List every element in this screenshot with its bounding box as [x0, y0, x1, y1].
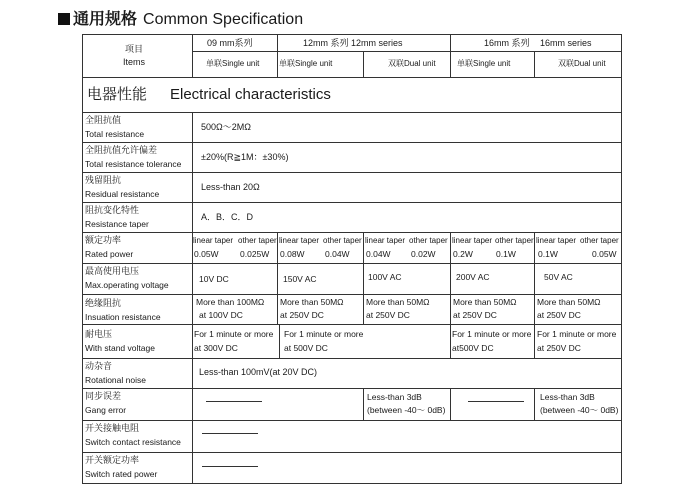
row-label-en: Max.operating voltage	[85, 280, 169, 290]
row-label-en: Switch rated power	[85, 469, 158, 479]
other-taper-label: other taper	[580, 236, 619, 245]
title-en: Common Specification	[143, 11, 304, 28]
col-divider	[534, 51, 535, 77]
spec-table	[82, 34, 622, 484]
col-divider	[363, 232, 364, 324]
withstand-value: at 300V DC	[194, 343, 238, 353]
other-taper-label: other taper	[495, 236, 534, 245]
power-value: 0.1W	[538, 249, 558, 259]
power-value: 0.1W	[496, 249, 516, 259]
taper-value: A．B．C．D	[201, 212, 254, 222]
row-label-en: Insuation resistance	[85, 312, 161, 322]
row-divider	[82, 358, 622, 359]
col-divider	[279, 324, 280, 358]
row-label-zh: 最高使用电压	[85, 266, 140, 276]
row-label-zh: 全阻抗值允许偏差	[85, 145, 158, 155]
row-label-en: Total resistance tolerance	[85, 159, 182, 169]
row-label-en: Resistance taper	[85, 219, 149, 229]
linear-taper-label: linear taper	[193, 236, 234, 245]
table-border	[82, 34, 622, 484]
voltage-value: 50V AC	[544, 272, 573, 282]
subheader-dual-12: 双联Dual unit	[388, 59, 436, 68]
subheader-dual-16: 双联Dual unit	[558, 59, 606, 68]
dash-empty	[468, 401, 524, 402]
linear-taper-label: linear taper	[365, 236, 406, 245]
insulation-value: at 250V DC	[280, 310, 324, 320]
power-value: 0.025W	[240, 249, 270, 259]
linear-taper-label: linear taper	[279, 236, 320, 245]
col-header-12mm: 12mm 系列 12mm series	[303, 38, 403, 48]
row-label-zh: 开关接触电阻	[85, 423, 140, 433]
insulation-value: at 250V DC	[366, 310, 410, 320]
items-label-zh: 项目	[125, 44, 144, 54]
row-divider	[82, 202, 622, 203]
row-label-zh: 阻抗变化特性	[85, 205, 140, 215]
row-divider	[82, 324, 622, 325]
col-divider	[450, 34, 451, 77]
row-divider	[82, 77, 622, 78]
power-value: 0.2W	[453, 249, 473, 259]
residual-value: Less-than 20Ω	[201, 182, 260, 192]
row-label-en: Rotational noise	[85, 375, 146, 385]
col-divider	[534, 324, 535, 358]
power-value: 0.04W	[366, 249, 391, 259]
power-value: 0.05W	[194, 249, 219, 259]
voltage-value: 200V AC	[456, 272, 490, 282]
dash-empty	[202, 466, 258, 467]
col-divider	[363, 388, 364, 420]
dash-empty	[206, 401, 262, 402]
row-label-en: Residual resistance	[85, 189, 160, 199]
row-label-en: Total resistance	[85, 129, 145, 139]
subheader-single-16: 单联Single unit	[457, 59, 511, 68]
section-heading-en: Electrical characteristics	[170, 86, 331, 103]
row-divider	[82, 388, 622, 389]
section-heading-zh: 电器性能	[87, 86, 148, 103]
tolerance-value: ±20%(R≧1M：±30%)	[201, 152, 289, 162]
power-value: 0.05W	[592, 249, 617, 259]
col-divider	[277, 34, 278, 77]
row-label-en: Rated power	[85, 249, 134, 259]
col-divider	[450, 232, 451, 324]
col-divider	[363, 51, 364, 77]
insulation-value: at 100V DC	[199, 310, 243, 320]
row-label-en: Gang error	[85, 405, 127, 415]
power-value: 0.08W	[280, 249, 305, 259]
header-subline	[192, 51, 622, 52]
col-divider	[192, 112, 193, 484]
voltage-value: 10V DC	[199, 274, 229, 284]
withstand-value: For 1 minute or more	[284, 329, 364, 339]
insulation-value: More than 50MΩ	[537, 297, 601, 307]
row-label-zh: 同步误差	[85, 391, 122, 401]
withstand-value: For 1 minute or more	[537, 329, 617, 339]
gang-value: Less-than 3dB	[540, 392, 595, 402]
gang-value: (between -40～ 0dB)	[367, 405, 446, 415]
row-label-zh: 动杂音	[85, 361, 113, 371]
col-header-16mm-en: 16mm series	[540, 38, 592, 48]
row-label-zh: 全阻抗值	[85, 115, 122, 125]
withstand-value: at500V DC	[452, 343, 494, 353]
voltage-value: 100V AC	[368, 272, 402, 282]
col-header-09mm: 09 mm系列	[207, 38, 253, 48]
col-divider	[534, 388, 535, 420]
noise-value: Less-than 100mV(at 20V DC)	[199, 367, 318, 377]
row-label-zh: 开关额定功率	[85, 455, 140, 465]
col-divider	[450, 324, 451, 358]
withstand-value: at 250V DC	[537, 343, 581, 353]
total-resistance-value: 500Ω～2MΩ	[201, 122, 251, 132]
insulation-value: More than 50MΩ	[280, 297, 344, 307]
row-divider	[82, 112, 622, 113]
dash-empty	[202, 433, 258, 434]
title-zh: 通用规格	[73, 11, 138, 28]
other-taper-label: other taper	[238, 236, 277, 245]
subheader-single-09: 单联Single unit	[206, 59, 260, 68]
voltage-value: 150V AC	[283, 274, 317, 284]
row-label-zh: 绝缘阻抗	[85, 298, 122, 308]
row-divider	[82, 294, 622, 295]
insulation-value: More than 100MΩ	[196, 297, 265, 307]
subheader-single-12: 单联Single unit	[279, 59, 333, 68]
other-taper-label: other taper	[323, 236, 362, 245]
insulation-value: More than 50MΩ	[453, 297, 517, 307]
row-divider	[82, 142, 622, 143]
row-divider	[82, 232, 622, 233]
items-label-en: Items	[123, 57, 146, 67]
withstand-value: at 500V DC	[284, 343, 328, 353]
power-value: 0.04W	[325, 249, 350, 259]
insulation-value: More than 50MΩ	[366, 297, 430, 307]
row-label-zh: 额定功率	[85, 235, 122, 245]
insulation-value: at 250V DC	[537, 310, 581, 320]
col-divider	[450, 388, 451, 420]
row-divider	[82, 420, 622, 421]
linear-taper-label: linear taper	[536, 236, 577, 245]
row-label-zh: 耐电压	[85, 329, 113, 339]
row-divider	[82, 172, 622, 173]
col-divider	[534, 232, 535, 324]
withstand-value: For 1 minute or more	[194, 329, 274, 339]
col-divider	[192, 34, 193, 77]
row-divider	[82, 263, 622, 264]
insulation-value: at 250V DC	[453, 310, 497, 320]
col-header-16mm-zh: 16mm 系列	[484, 38, 530, 48]
withstand-value: For 1 minute or more	[452, 329, 532, 339]
row-divider	[82, 452, 622, 453]
row-label-en: With stand voltage	[85, 343, 155, 353]
gang-value: (between -40～ 0dB)	[540, 405, 619, 415]
linear-taper-label: linear taper	[452, 236, 493, 245]
row-label-zh: 残留阻抗	[85, 175, 122, 185]
gang-value: Less-than 3dB	[367, 392, 422, 402]
square-bullet-icon	[58, 13, 70, 25]
page-title	[58, 6, 303, 29]
other-taper-label: other taper	[409, 236, 448, 245]
row-label-en: Switch contact resistance	[85, 437, 181, 447]
power-value: 0.02W	[411, 249, 436, 259]
col-divider	[277, 232, 278, 324]
